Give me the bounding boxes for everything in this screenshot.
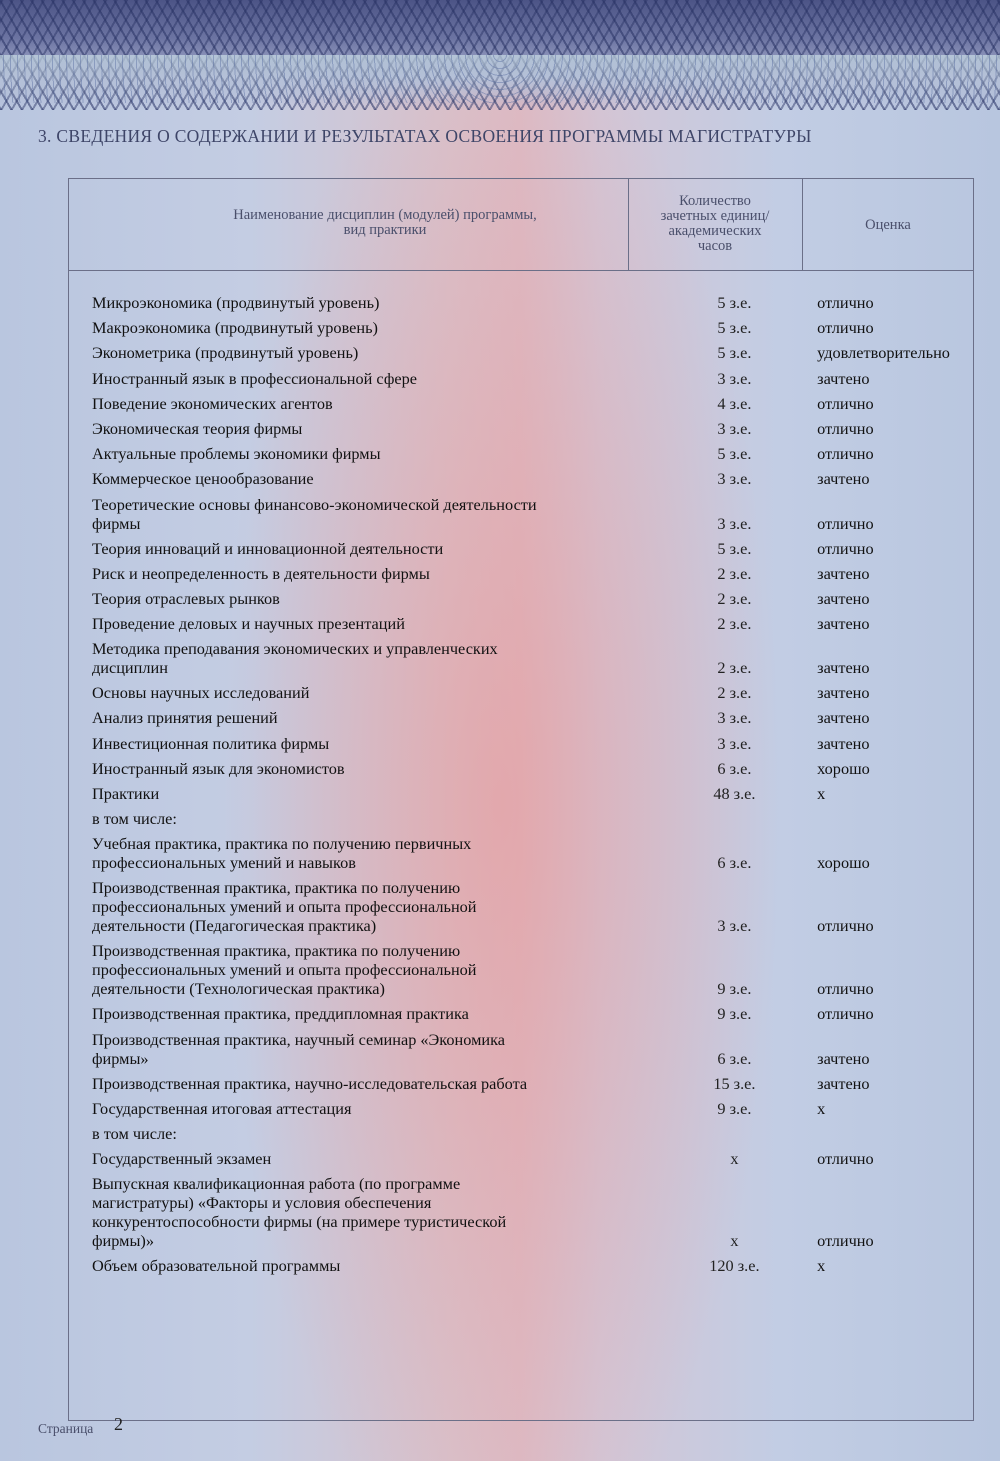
table-row (92, 614, 982, 633)
table-row (92, 639, 982, 677)
table-row (92, 1099, 982, 1118)
discipline-name: Теория отраслевых рынков (92, 588, 280, 608)
grade-value: зачтено (817, 1048, 870, 1068)
discipline-name: Теоретические основы финансово-экономической деятельности фирмы (92, 494, 537, 533)
grade-value: удовлетворительно (817, 343, 950, 363)
discipline-name: Государственная итоговая аттестация (92, 1098, 352, 1118)
discipline-name: Микроэкономика (продвинутый уровень) (92, 293, 380, 312)
discipline-name: Макроэкономика (продвинутый уровень) (92, 318, 378, 338)
table-row (92, 708, 982, 727)
grade-value: зачтено (817, 469, 870, 489)
table-row (92, 734, 982, 753)
credits-value: 2 з.е. (717, 683, 752, 703)
discipline-name: Эконометрика (продвинутый уровень) (92, 343, 359, 363)
credits-value: 15 з.е. (713, 1073, 756, 1093)
grade-value: отлично (817, 1231, 874, 1251)
grade-value: отлично (817, 418, 874, 438)
discipline-name: Выпускная квалификационная работа (по программе магистратуры) «Факторы и условия обеспечения конкурентоспособности фирмы (на примере туристической фирмы)» (92, 1174, 507, 1251)
table-row (92, 1124, 982, 1143)
table-row (92, 1256, 982, 1275)
page-label: Страница (38, 1421, 94, 1436)
credits-value: 5 з.е. (717, 444, 752, 464)
grade-value: зачтено (817, 708, 870, 728)
grade-value: отлично (817, 1004, 874, 1024)
grade-value: отлично (817, 293, 874, 312)
credits-value: 5 з.е. (717, 293, 752, 312)
grade-value: х (817, 1098, 826, 1118)
discipline-name: Инвестиционная политика фирмы (92, 733, 330, 753)
grade-value: отлично (817, 979, 874, 999)
grade-value: зачтено (817, 588, 870, 608)
grade-value: зачтено (817, 683, 870, 703)
grade-value: отлично (817, 513, 874, 533)
table-row (92, 469, 982, 488)
security-pattern-band (0, 55, 1000, 103)
credits-value: 3 з.е. (717, 469, 752, 489)
table-row (92, 759, 982, 778)
credits-value: х (730, 1149, 739, 1169)
discipline-name: Объем образовательной программы (92, 1256, 341, 1276)
column-divider-name-credits (628, 178, 629, 271)
table-row (92, 941, 982, 998)
table-row (92, 784, 982, 803)
table-row (92, 539, 982, 558)
table-row (92, 1030, 982, 1068)
discipline-name: Коммерческое ценообразование (92, 469, 314, 489)
grade-value: зачтено (817, 563, 870, 583)
credits-value: 2 з.е. (717, 658, 752, 678)
discipline-name: Методика преподавания экономических и управленческих дисциплин (92, 639, 498, 678)
table-row (92, 683, 982, 702)
discipline-name: Проведение деловых и научных презентаций (92, 614, 405, 634)
discipline-name: Государственный экзамен (92, 1149, 272, 1169)
credits-value: 120 з.е. (709, 1256, 760, 1276)
discipline-name: Практики (92, 784, 160, 803)
credits-value: 5 з.е. (717, 318, 752, 338)
discipline-name: в том числе: (92, 809, 177, 829)
header-divider (68, 270, 974, 271)
table-row (92, 834, 982, 872)
credits-value: 2 з.е. (717, 588, 752, 608)
credits-value: 48 з.е. (713, 784, 756, 803)
discipline-name: Производственная практика, практика по получению профессиональных умений и опыта профессиональной деятельности (Педагогическая практика) (92, 878, 477, 936)
discipline-name: Производственная практика, научно-исследовательская работа (92, 1073, 528, 1093)
table-row (92, 878, 982, 935)
discipline-name: Иностранный язык для экономистов (92, 758, 345, 778)
table-row (92, 495, 982, 533)
grade-value: отлично (817, 538, 874, 558)
credits-value: 3 з.е. (717, 708, 752, 728)
table-row (92, 1074, 982, 1093)
discipline-name: Основы научных исследований (92, 683, 310, 703)
table-row (92, 444, 982, 463)
header-discipline-name: Наименование дисциплин (модулей) программы, вид практики (233, 207, 537, 238)
grade-value: отлично (817, 393, 874, 413)
grade-value: хорошо (817, 758, 870, 778)
table-row (92, 564, 982, 583)
discipline-name: Производственная практика, практика по получению профессиональных умений и опыта профессиональной деятельности (Технологическая практика) (92, 941, 477, 999)
header-grade: Оценка (865, 217, 911, 233)
grade-value: хорошо (817, 853, 870, 873)
credits-value: 9 з.е. (717, 1098, 752, 1118)
page-number: 2 (114, 1414, 123, 1434)
table-row (92, 1149, 982, 1168)
discipline-name: Учебная практика, практика по получению первичных профессиональных умений и навыков (92, 834, 472, 873)
discipline-name: в том числе: (92, 1123, 177, 1143)
discipline-name: Анализ принятия решений (92, 708, 278, 728)
credits-value: 3 з.е. (717, 418, 752, 438)
table-row (92, 809, 982, 828)
section-title: 3. СВЕДЕНИЯ О СОДЕРЖАНИИ И РЕЗУЛЬТАТАХ ОСВОЕНИЯ ПРОГРАММЫ МАГИСТРАТУРЫ (38, 126, 812, 146)
table-body (92, 293, 982, 1282)
table-row (92, 419, 982, 438)
credits-value: 9 з.е. (717, 979, 752, 999)
grade-value: отлично (817, 318, 874, 338)
discipline-name: Производственная практика, преддипломная практика (92, 1004, 469, 1024)
grade-value: отлично (817, 1149, 874, 1169)
grade-value: зачтено (817, 368, 870, 388)
table-row (92, 369, 982, 388)
grade-value: зачтено (817, 733, 870, 753)
table-row (92, 1004, 982, 1023)
discipline-name: Иностранный язык в профессиональной сфере (92, 368, 417, 388)
grade-value: зачтено (817, 614, 870, 634)
column-divider-credits-grade (802, 178, 803, 271)
table-row (92, 318, 982, 337)
discipline-name: Экономическая теория фирмы (92, 418, 303, 438)
credits-value: 3 з.е. (717, 916, 752, 936)
credits-value: 3 з.е. (717, 513, 752, 533)
credits-value: 9 з.е. (717, 1004, 752, 1024)
table-row (92, 1174, 982, 1250)
credits-value: 6 з.е. (717, 758, 752, 778)
discipline-name: Актуальные проблемы экономики фирмы (92, 444, 381, 464)
table-row (92, 394, 982, 413)
credits-value: 5 з.е. (717, 343, 752, 363)
credits-value: 4 з.е. (717, 393, 752, 413)
discipline-name: Риск и неопределенность в деятельности фирмы (92, 563, 430, 583)
credits-value: 3 з.е. (717, 368, 752, 388)
header-credits: Количество зачетных единиц/ академических часов (660, 193, 770, 254)
credits-value: 6 з.е. (717, 1048, 752, 1068)
discipline-name: Теория инноваций и инновационной деятельности (92, 538, 444, 558)
grade-value: отлично (817, 444, 874, 464)
credits-value: 2 з.е. (717, 563, 752, 583)
credits-value: 2 з.е. (717, 614, 752, 634)
grade-value: отлично (817, 916, 874, 936)
table-row (92, 343, 982, 362)
credits-value: х (730, 1231, 739, 1251)
table-row (92, 293, 982, 312)
discipline-name: Поведение экономических агентов (92, 393, 333, 413)
table-row (92, 589, 982, 608)
credits-value: 5 з.е. (717, 538, 752, 558)
grade-value: зачтено (817, 658, 870, 678)
discipline-name: Производственная практика, научный семинар «Экономика фирмы» (92, 1029, 505, 1068)
grade-value: х (817, 784, 826, 803)
grade-value: зачтено (817, 1073, 870, 1093)
grade-value: х (817, 1256, 826, 1276)
credits-value: 3 з.е. (717, 733, 752, 753)
credits-value: 6 з.е. (717, 853, 752, 873)
